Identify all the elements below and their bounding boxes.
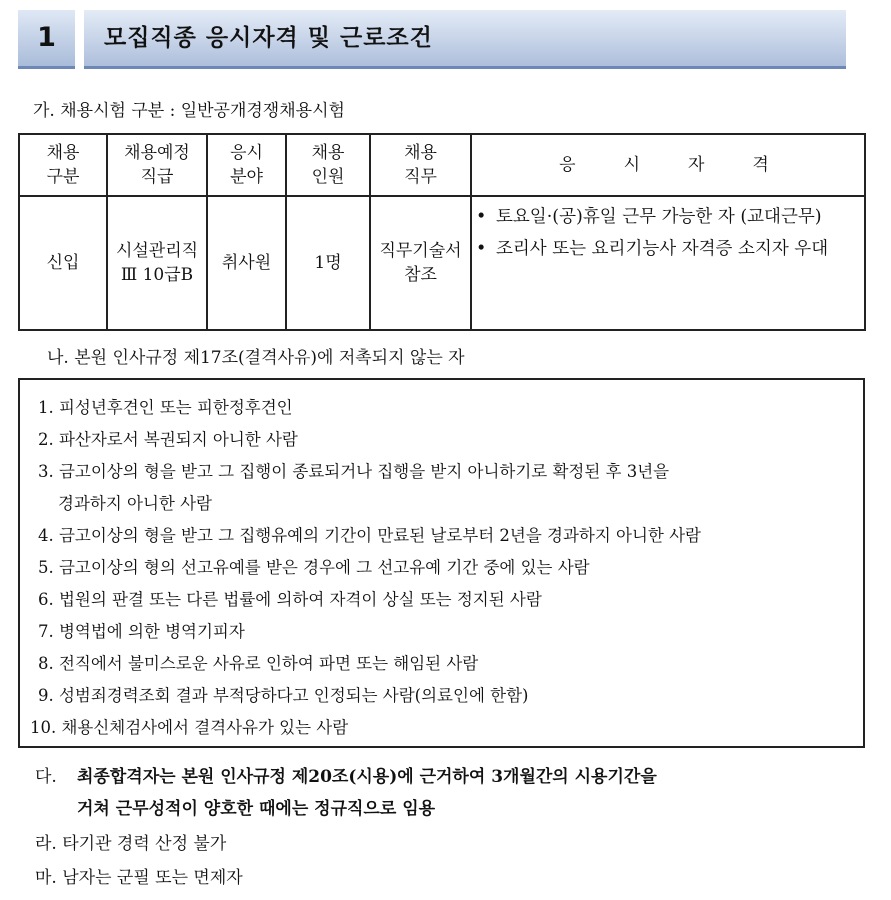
- probation-text-line2: 거쳐 근무성적이 양호한 때에는 정규직으로 임용: [77, 799, 436, 819]
- recruitment-table: [18, 133, 866, 331]
- cell-count: 1명: [286, 196, 370, 330]
- probation-text-line1: 최종합격자는 본원 인사규정 제20조(시용)에 근거하여 3개월간의 시용기간을: [77, 767, 657, 787]
- qualification-item: • 토요일·(공)휴일 근무 가능한 자 (교대근무): [476, 201, 858, 233]
- bullet-icon: •: [476, 207, 487, 227]
- career-line: 라. 타기관 경력 산정 불가: [35, 834, 227, 854]
- disqualification-box: [18, 378, 865, 748]
- list-item: 10. 채용신체검사에서 결격사유가 있는 사람: [30, 718, 349, 737]
- list-item: 3. 금고이상의 형을 받고 그 집행이 종료되거나 집행을 받지 아니하기로 확정된 후 3년을: [38, 462, 670, 481]
- section-number-box: [18, 10, 75, 69]
- list-item: 2. 파산자로서 복권되지 아니한 사람: [38, 430, 298, 449]
- header-qualifications: 응시자격: [471, 134, 865, 196]
- list-item: 4. 금고이상의 형을 받고 그 집행유예의 기간이 만료된 날로부터 2년을 경과하지 아니한 사람: [38, 526, 701, 545]
- list-item: 5. 금고이상의 형의 선고유예를 받은 경우에 그 선고유예 기간 중에 있는 사람: [38, 558, 590, 577]
- list-item: 8. 전직에서 불미스로운 사유로 인하여 파면 또는 해임된 사람: [38, 654, 479, 673]
- cell-qualifications: [471, 196, 865, 330]
- section-number: 1: [37, 22, 56, 53]
- table-row: [19, 196, 865, 330]
- header-field: 응시 분야: [207, 134, 286, 196]
- list-item-continuation: 경과하지 아니한 사람: [58, 494, 212, 513]
- list-item: 9. 성범죄경력조회 결과 부적당하다고 인정되는 사람(의료인에 한함): [38, 686, 529, 705]
- cell-duty: 직무기술서 참조: [370, 196, 471, 330]
- cell-grade: 시설관리직 Ⅲ 10급B: [107, 196, 207, 330]
- header-hire-type: 채용 구분: [19, 134, 107, 196]
- header-count: 채용 인원: [286, 134, 370, 196]
- probation-label: 다.: [35, 767, 57, 787]
- cell-hire-type: 신입: [19, 196, 107, 330]
- bullet-icon: •: [476, 239, 487, 259]
- header-duty: 채용 직무: [370, 134, 471, 196]
- list-item: 7. 병역법에 의한 병역기피자: [38, 622, 245, 641]
- qualification-item: • 조리사 또는 요리기능사 자격증 소지자 우대: [476, 233, 858, 265]
- disqualification-heading: 나. 본원 인사규정 제17조(결격사유)에 저촉되지 않는 자: [47, 348, 465, 368]
- exam-type-line: 가. 채용시험 구분 : 일반공개경쟁채용시험: [33, 101, 345, 121]
- header-grade: 채용예정 직급: [107, 134, 207, 196]
- military-line: 마. 남자는 군필 또는 면제자: [35, 868, 243, 888]
- section-title: 모집직종 응시자격 및 근로조건: [104, 25, 433, 51]
- cell-field: 취사원: [207, 196, 286, 330]
- list-item: 6. 법원의 판결 또는 다른 법률에 의하여 자격이 상실 또는 정지된 사람: [38, 590, 542, 609]
- list-item: 1. 피성년후견인 또는 피한정후견인: [38, 398, 293, 417]
- section-title-box: [84, 10, 846, 69]
- table-header-row: [19, 134, 865, 196]
- section-header: [18, 10, 846, 68]
